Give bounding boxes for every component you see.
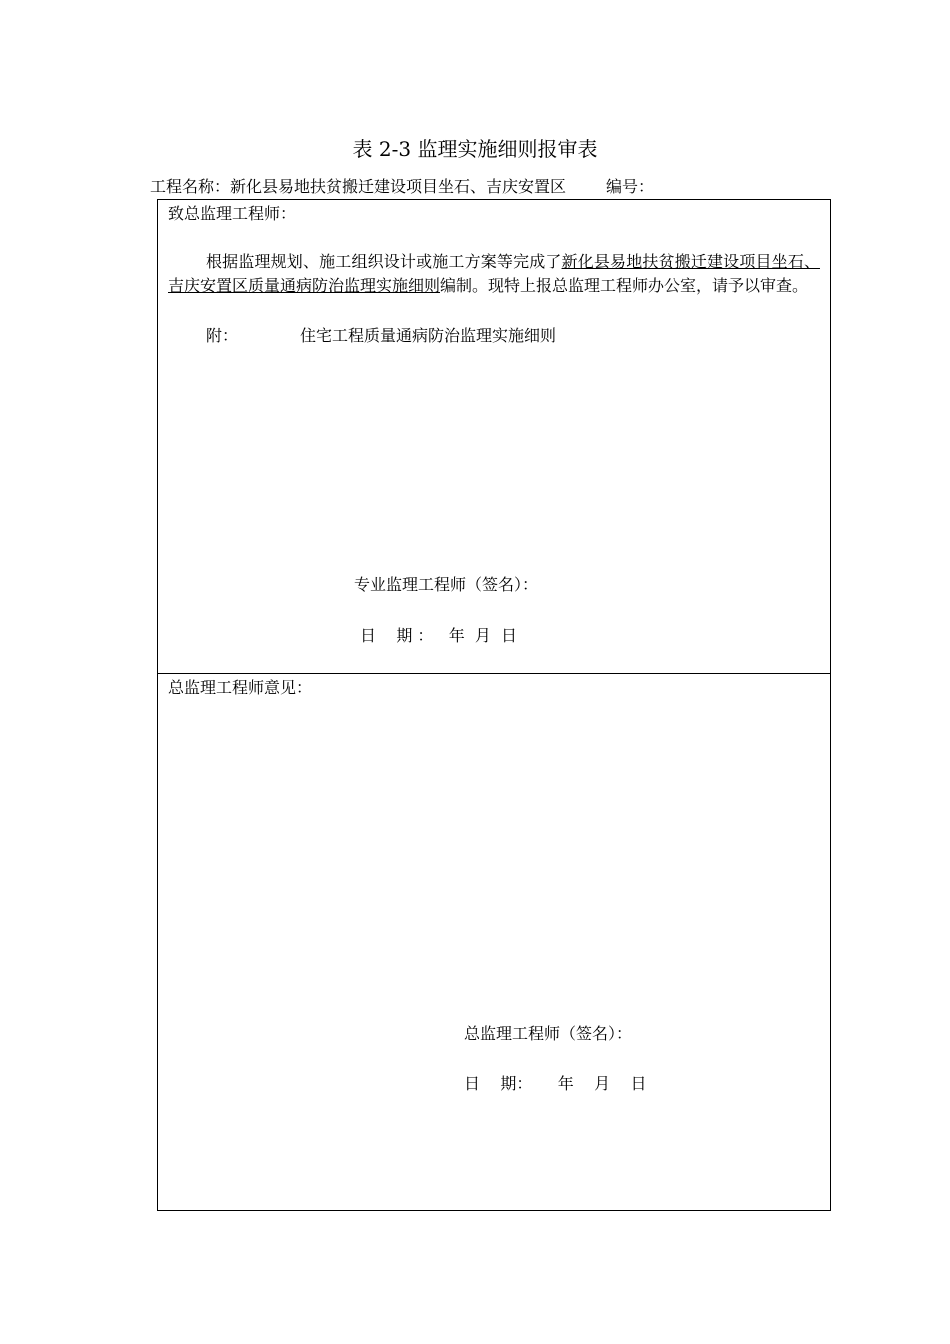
chief-opinion-label: 总监理工程师意见： — [168, 678, 313, 697]
submission-section — [158, 200, 830, 674]
project-name-label: 工程名称： — [150, 177, 231, 196]
para-suffix: 编制。现特上报总监理工程师办公室，请予以审查。 — [440, 276, 809, 295]
project-name-value: 新化县易地扶贫搬迁建设项目坐石、吉庆安置区 — [230, 177, 567, 196]
chief-date-label: 日 期： 年 月 日 — [464, 1074, 647, 1093]
addressee-label: 致总监理工程师： — [168, 204, 297, 223]
attach-label: 附： — [206, 326, 239, 345]
attachment-line — [206, 324, 556, 348]
specialist-signature-label: 专业监理工程师（签名）： — [354, 575, 539, 594]
para-underlined-title: 新化县易地扶贫搬迁建设项目坐石、吉庆安置区质量通病防治监理实施细则 — [168, 252, 820, 295]
attach-item: 住宅工程质量通病防治监理实施细则 — [300, 326, 557, 345]
document-title: 表 2-3 监理实施细则报审表 — [352, 137, 598, 161]
approval-form-table — [157, 199, 831, 1211]
project-info-line — [150, 176, 654, 198]
para-prefix: 根据监理规划、施工组织设计或施工方案等完成了 — [206, 252, 562, 271]
review-section — [158, 674, 830, 1210]
submission-paragraph — [168, 250, 820, 298]
code-label: 编号： — [606, 177, 655, 196]
specialist-date-label: 日 期 ： 年 月 日 — [360, 626, 518, 645]
chief-signature-label: 总监理工程师（签名）： — [464, 1024, 633, 1043]
